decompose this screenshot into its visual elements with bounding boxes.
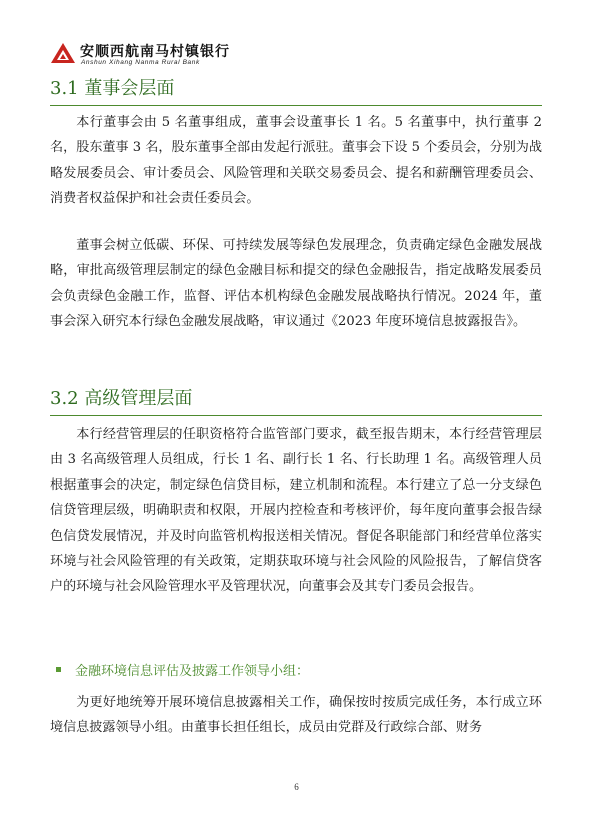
section-heading-board: 3.1 董事会层面 <box>50 78 542 106</box>
board-green-finance-paragraph: 董事会树立低碳、环保、可持续发展等绿色发展理念，负责确定绿色金融发展战略，审批高级管理层制定的绿色金融目标和提交的绿色金融报告，指定战略发展委员会负责绿色金融工作，监督、评估本机构绿色金融发展战略执行情况。2024 年，董事会深入研究本行绿色金融发展战略，审议通过《2023 年度环境信息披露报告》。 <box>50 238 542 330</box>
section-heading-senior-management: 3.2 高级管理层面 <box>50 388 542 416</box>
bullet-square-icon <box>56 667 61 672</box>
bullet-label: 金融环境信息评估及披露工作领导小组： <box>75 664 310 679</box>
disclosure-group-paragraph: 为更好地统筹开展环境信息披露相关工作，确保按时按质完成任务，本行成立环境信息披露领导小组。由董事长担任组长，成员由党群及行政综合部、财务 <box>50 695 542 736</box>
board-composition-paragraph: 本行董事会由 5 名董事组成，董事会设董事长 1 名。5 名董事中，执行董事 2 名，股东董事 3 名，股东董事全部由发起行派驻。董事会下设 5 个委员会，分别为战略发展委员会、审计委员会、风险管理和关联交易委员会、提名和薪酬管理委员会、消费者权益保护和社会责任委员会。 <box>50 115 542 207</box>
bank-logo-icon <box>50 42 76 64</box>
senior-management-paragraph: 本行经营管理层的任职资格符合监管部门要求，截至报告期末，本行经营管理层由 3 名高级管理人员组成，行长 1 名、副行长 1 名、行长助理 1 名。高级管理人员根据董事会的决定，制定绿色信贷目标，建立机制和流程。本行建立了总一分支绿色信贷管理层级，明确职责和权限，开展内控检查和考核评价，每年度向董事会报告绿色信贷发展情况，并及时向监管机构报送相关情况。督促各职能部门和经营单位落实环境与社会风险管理的有关政策，定期获取环境与社会风险的风险报告，了解信贷客户的环境与社会风险管理水平及管理状况，向董事会及其专门委员会报告。 <box>50 427 542 595</box>
document-header <box>50 42 550 68</box>
bullet-item <box>56 660 536 679</box>
bank-name: 安顺西航南马村镇银行 <box>80 44 230 60</box>
bank-name-english: Anshun Xihang Nanma Rural Bank <box>81 59 200 66</box>
page-number: 6 <box>294 782 299 792</box>
